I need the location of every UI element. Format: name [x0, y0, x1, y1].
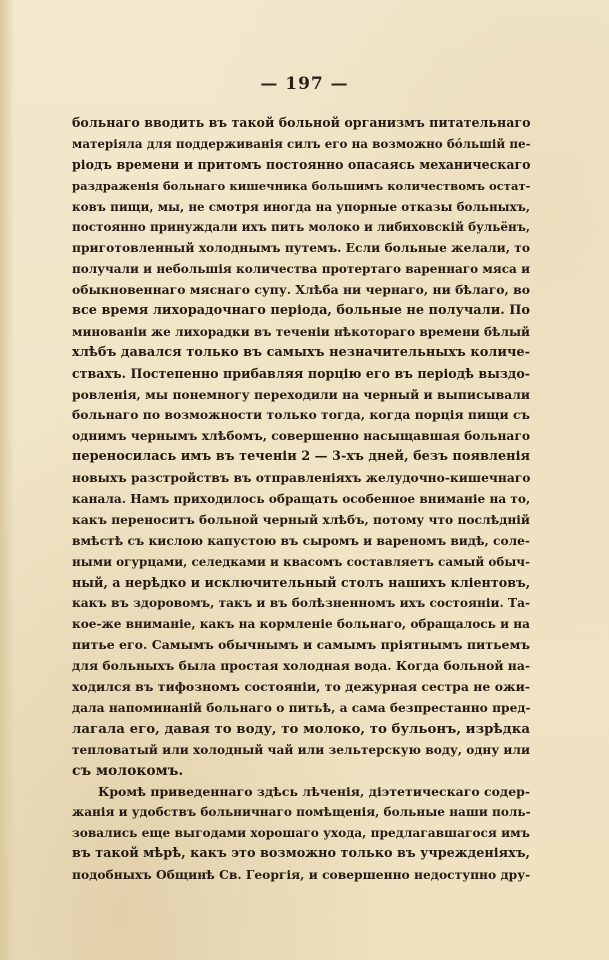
text-line: дала напоминаній больнаго о питьѣ, а сама безпрестанно пред-	[72, 700, 531, 715]
text-line: больнаго вводить въ такой больной организмъ питательнаго	[72, 115, 531, 130]
text-line: ными огурцами, селедками и квасомъ составляетъ самый обыч-	[72, 554, 530, 569]
text-line: питье его. Самымъ обычнымъ и самымъ пріятнымъ питьемъ	[72, 637, 530, 653]
text-line: въ такой мѣрѣ, какъ это возможно только въ учрежденіяхъ,	[72, 846, 530, 862]
text-line: ковъ пищи, мы, не смотря иногда на упорные отказы больныхъ,	[72, 199, 530, 214]
text-line: однимъ чернымъ хлѣбомъ, совершенно насыщавшая больнаго	[72, 428, 531, 444]
text-line-paragraph-end: съ молокомъ.	[72, 762, 184, 779]
text-line: приготовленный холоднымъ путемъ. Если больные желали, то	[72, 240, 531, 256]
page-edge-shadow	[0, 0, 14, 960]
text-line: матеріяла для поддерживанія силъ его на возможно бóльшій пе-	[72, 136, 531, 151]
text-line: зовались еще выгодами хорошаго ухода, предлагавшагося имъ	[72, 826, 530, 841]
text-line: ствахъ. Постепенно прибавляя порцію его въ періодѣ выздо-	[72, 365, 530, 381]
text-line-paragraph-start: Кромѣ приведеннаго здѣсь лѣченія, діэтетическаго содер-	[98, 783, 531, 799]
body-text	[72, 113, 530, 886]
text-line: получали и небольшія количества протертаго вареннаго мяса и	[72, 262, 530, 277]
text-line: хлѣбъ давался только въ самыхъ незначительныхъ количе-	[72, 344, 530, 360]
text-line: для больныхъ была простая холодная вода. Когда больной на-	[72, 658, 530, 674]
text-line: жанія и удобствъ больничнаго помѣщенія, больные наши поль-	[72, 805, 531, 820]
text-line: лагала его, давая то воду, то молоко, то бульонъ, изрѣдка	[72, 720, 530, 737]
text-line: какъ переноситъ больной черный хлѣбъ, потому что послѣдній	[72, 512, 530, 527]
text-line: ріодъ времени и притомъ постоянно опасаясь механическаго	[72, 156, 531, 172]
text-line: больнаго по возможности только тогда, когда порція пищи съ	[72, 407, 530, 423]
text-line: переносилась имъ въ теченіи 2 — 3-хъ дней, безъ появленія	[72, 449, 530, 465]
text-line: подобныхъ Общинѣ Св. Георгія, и совершенно недоступно дру-	[72, 867, 531, 883]
text-line: канала. Намъ приходилось обращать особенное вниманіе на то,	[72, 492, 531, 507]
text-line: тепловатый или холодный чай или зельтерскую воду, одну или	[72, 742, 530, 757]
text-line: ный, а нерѣдко и исключительный столъ нашихъ кліентовъ,	[72, 574, 531, 590]
text-line: минованіи же лихорадки въ теченіи нѣкотораго времени бѣлый	[72, 324, 530, 339]
text-line: раздраженія больнаго кишечника большимъ количествомъ остат-	[72, 178, 531, 193]
text-line: кое-же вниманіе, какъ на кормленіе больнаго, обращалось и на	[72, 617, 530, 632]
text-line: вмѣстѣ съ кислою капустою въ сыромъ и вареномъ видѣ, соле-	[72, 533, 530, 548]
text-line: обыкновеннаго мяснаго супу. Хлѣба ни чернаго, ни бѣлаго, во	[72, 282, 530, 298]
text-line: новыхъ разстройствъ въ отправленіяхъ желудочно-кишечнаго	[72, 470, 531, 486]
text-line: ровленія, мы понемногу переходили на черный и выписывали	[72, 386, 530, 402]
text-line: все время лихорадочнаго періода, больные не получали. По	[72, 303, 530, 319]
text-line: постоянно принуждали ихъ пить молоко и либиховскій бульёнъ,	[72, 220, 531, 235]
text-line: ходился въ тифозномъ состояніи, то дежурная сестра не ожи-	[72, 679, 530, 695]
text-line: какъ въ здоровомъ, такъ и въ болѣзненномъ ихъ состояніи. Та-	[72, 596, 530, 611]
page-number: — 197 —	[260, 74, 349, 94]
